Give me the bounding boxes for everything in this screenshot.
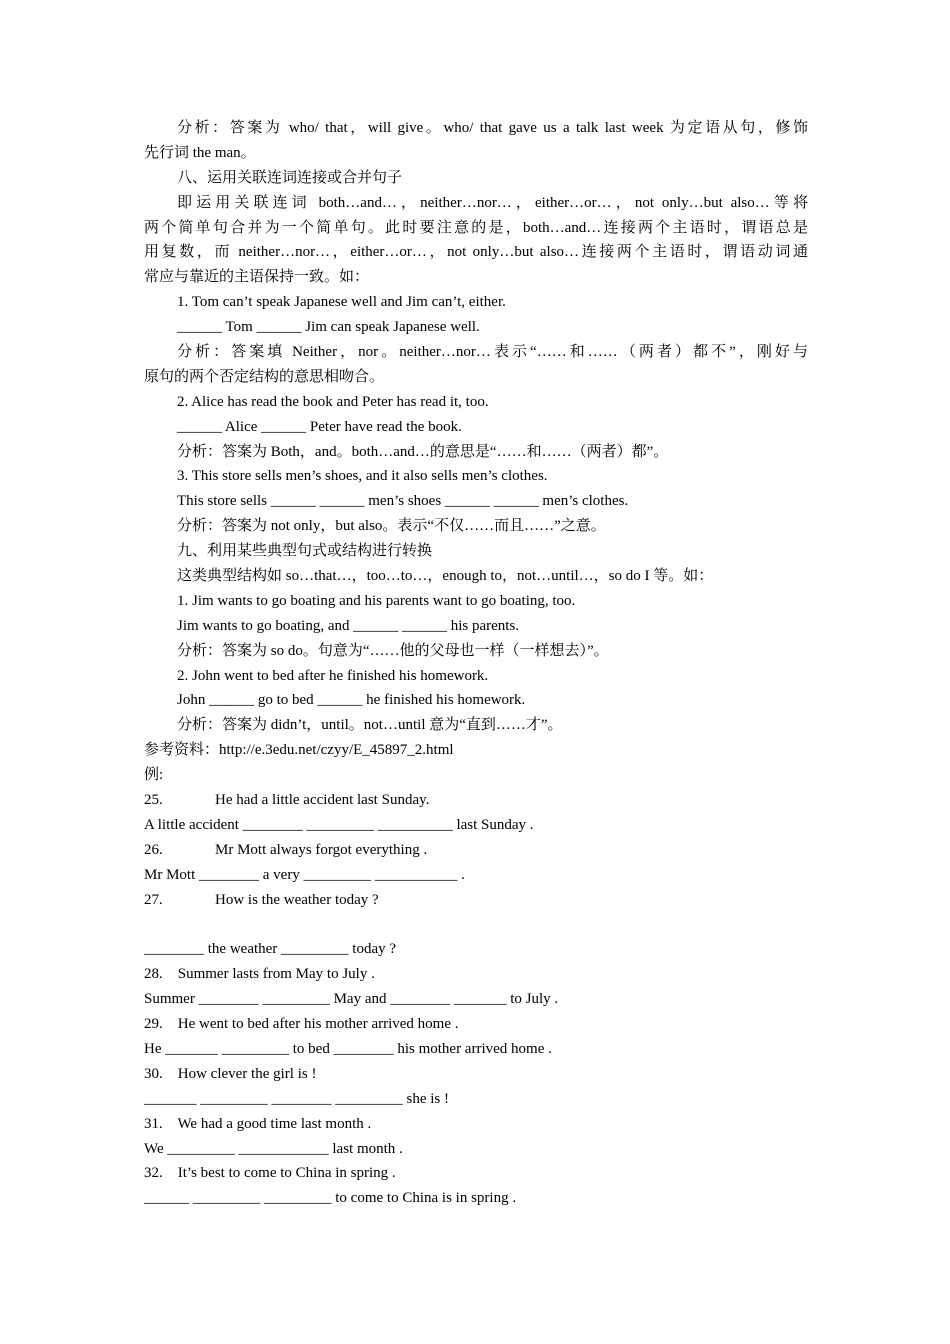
text-line	[144, 713, 808, 738]
line-text: 分析：答案为 who/ that，will give。who/ that gave us a talk last week 为定语从句，修饰	[177, 120, 808, 136]
line-text: How is the weather today ?	[215, 891, 379, 908]
line-text: 先行词 the man。	[144, 144, 256, 161]
line-text: 28. Summer lasts from May to July .	[144, 966, 375, 983]
text-line	[144, 813, 808, 838]
line-text: John ______ go to bed ______ he finished his homework.	[177, 692, 526, 709]
text-line	[144, 1112, 808, 1137]
text-line	[144, 315, 808, 340]
line-text: 例:	[144, 767, 164, 784]
line-text: 参考资料：http://e.3edu.net/czyy/E_45897_2.html	[144, 742, 454, 759]
line-text: 分析：答案为 so do。句意为“……他的父母也一样（一样想去）”。	[177, 642, 609, 659]
text-line	[144, 265, 808, 290]
text-line	[144, 290, 808, 315]
document-body	[144, 116, 808, 1211]
text-line	[144, 440, 808, 465]
text-line	[144, 415, 808, 440]
text-line	[144, 365, 808, 390]
text-line	[144, 116, 808, 141]
line-text: Mr Mott ________ a very _________ ___________ .	[144, 866, 465, 883]
text-line	[144, 664, 808, 689]
line-text: 分析：答案为 Both，and。both…and…的意思是“……和……（两者）都”。	[177, 443, 669, 460]
text-line	[144, 240, 808, 265]
text-line	[144, 1186, 808, 1211]
text-line	[144, 216, 808, 241]
text-line	[144, 913, 808, 938]
text-line	[144, 937, 808, 962]
text-line	[144, 1037, 808, 1062]
line-text: 两个简单句合并为一个简单句。此时要注意的是，both…and…连接两个主语时，谓语总是	[144, 219, 808, 236]
text-line	[144, 962, 808, 987]
question-number: 25.	[144, 792, 163, 809]
line-text: We _________ ____________ last month .	[144, 1140, 403, 1157]
line-text: 原句的两个否定结构的意思相吻合。	[144, 368, 385, 385]
text-line	[144, 390, 808, 415]
text-line	[144, 639, 808, 664]
line-text: 八、运用关联连词连接或合并句子	[177, 169, 403, 186]
text-line	[144, 340, 808, 365]
line-text: 分析：答案为 didn’t，until。not…until 意为“直到……才”。	[177, 717, 563, 734]
text-line	[144, 539, 808, 564]
line-text: Summer ________ _________ May and ________ _______ to July .	[144, 991, 559, 1008]
line-text: 3. This store sells men’s shoes, and it also sells men’s clothes.	[177, 468, 548, 485]
text-line	[144, 191, 808, 216]
text-line	[144, 564, 808, 589]
text-line	[144, 987, 808, 1012]
text-line	[144, 614, 808, 639]
text-line	[144, 1137, 808, 1162]
text-line	[144, 888, 808, 913]
line-text: 1. Tom can’t speak Japanese well and Jim can’t, either.	[177, 294, 506, 311]
line-text: 即运用关联连词 both…and…，neither…nor…，either…or…，not only…but also…等将	[177, 194, 808, 211]
line-text: This store sells ______ ______ men’s shoes ______ ______ men’s clothes.	[177, 493, 629, 510]
line-text: Jim wants to go boating, and ______ ______ his parents.	[177, 617, 520, 634]
line-text: ______ _________ _________ to come to China is in spring .	[144, 1190, 517, 1207]
text-line	[144, 489, 808, 514]
line-text: He _______ _________ to bed ________ his mother arrived home .	[144, 1040, 552, 1057]
text-line	[144, 514, 808, 539]
line-text: 用复数，而 neither…nor…，either…or…，not only…but also…连接两个主语时，谓语动词通	[144, 244, 808, 261]
text-line	[144, 464, 808, 489]
text-line	[144, 1012, 808, 1037]
line-text: _______ _________ ________ _________ she is !	[144, 1090, 449, 1107]
text-line	[144, 1087, 808, 1112]
text-line	[144, 738, 808, 763]
line-text: 1. Jim wants to go boating and his parents want to go boating, too.	[177, 592, 576, 609]
line-text: 这类典型结构如 so…that…，too…to…，enough to，not…until…，so do I 等。如：	[177, 568, 714, 585]
line-text: 九、利用某些典型句式或结构进行转换	[177, 543, 433, 560]
text-line	[144, 763, 808, 788]
line-text: 31. We had a good time last month .	[144, 1115, 372, 1132]
text-line	[144, 688, 808, 713]
text-line	[144, 166, 808, 191]
line-text: ______ Alice ______ Peter have read the book.	[177, 418, 462, 435]
line-text: 分析：答案为 not only，but also。表示“不仅……而且……”之意。	[177, 518, 606, 535]
line-text: 30. How clever the girl is !	[144, 1065, 317, 1082]
text-line	[144, 589, 808, 614]
line-text: 29. He went to bed after his mother arrived home .	[144, 1016, 459, 1033]
line-text	[144, 917, 148, 933]
line-text: A little accident ________ _________ __________ last Sunday .	[144, 816, 534, 833]
line-text: 常应与靠近的主语保持一致。如：	[144, 269, 370, 286]
line-text: He had a little accident last Sunday.	[215, 792, 430, 809]
line-text: 2. Alice has read the book and Peter has read it, too.	[177, 393, 489, 410]
text-line	[144, 1062, 808, 1087]
line-text: 分析：答案填 Neither，nor。neither…nor…表示“……和……（两者）都不”，刚好与	[177, 344, 808, 361]
text-line	[144, 1161, 808, 1186]
line-text: ________ the weather _________ today ?	[144, 941, 397, 958]
line-text: ______ Tom ______ Jim can speak Japanese well.	[177, 319, 480, 336]
question-number: 27.	[144, 891, 163, 908]
text-line	[144, 141, 808, 166]
question-number: 26.	[144, 841, 163, 858]
text-line	[144, 863, 808, 888]
line-text: Mr Mott always forgot everything .	[215, 841, 428, 858]
text-line	[144, 838, 808, 863]
line-text: 2. John went to bed after he finished his homework.	[177, 667, 489, 684]
line-text: 32. It’s best to come to China in spring .	[144, 1165, 396, 1182]
text-line	[144, 788, 808, 813]
